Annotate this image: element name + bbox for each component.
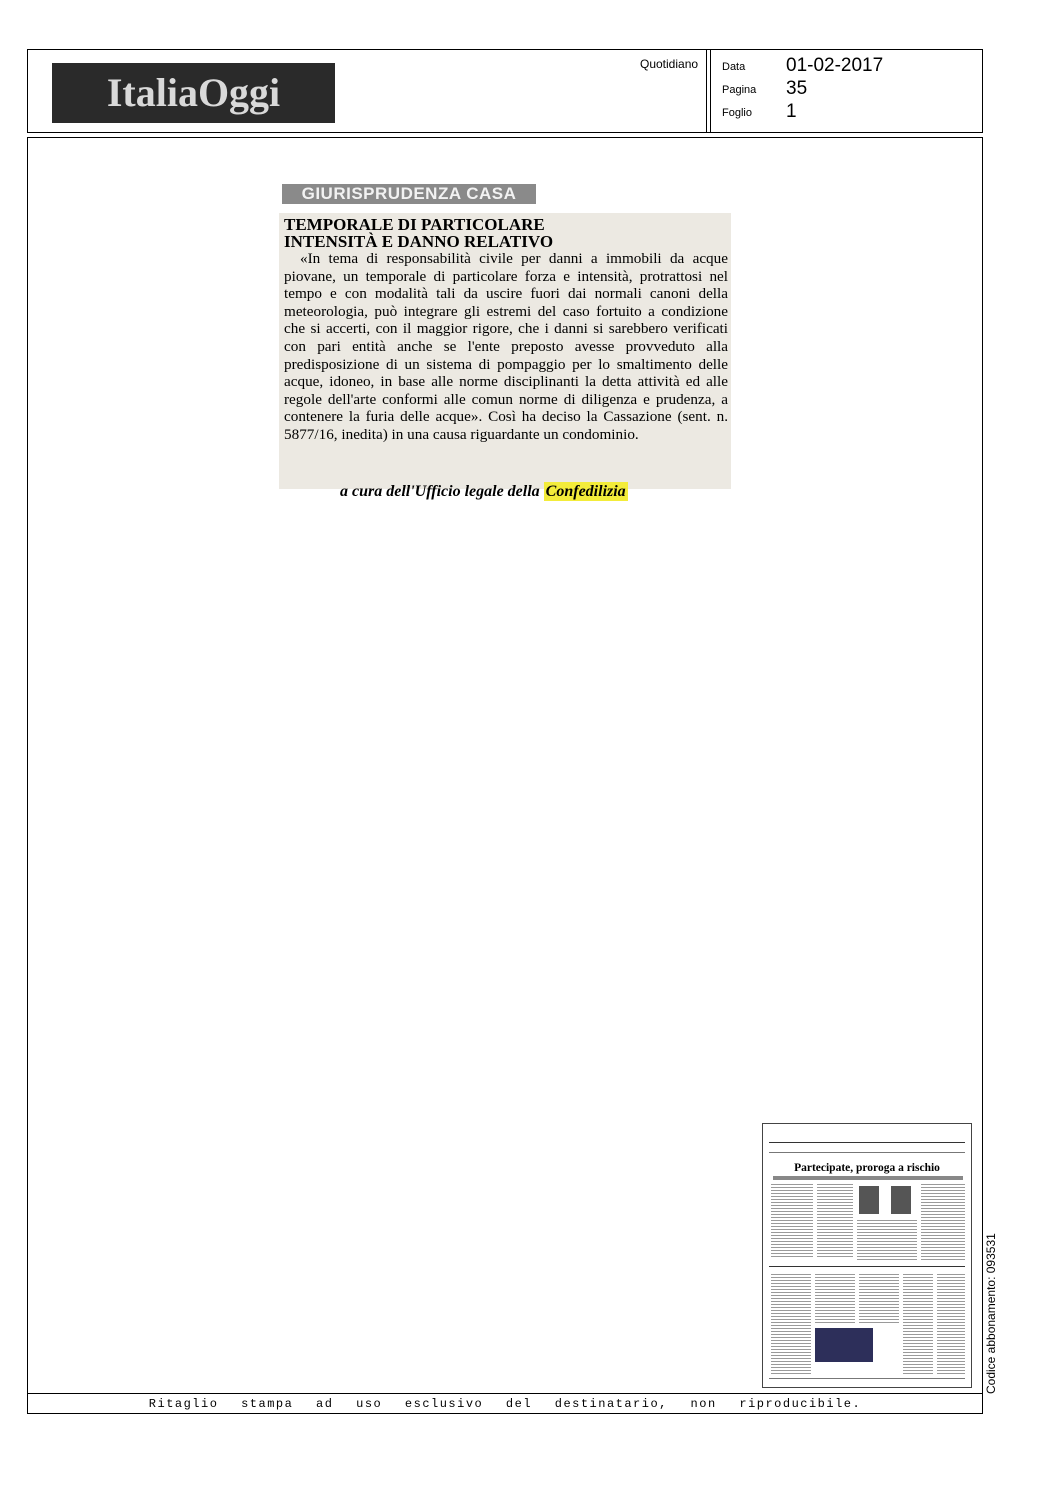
thumbnail-title: Partecipate, proroga a rischio [794, 1162, 940, 1174]
page-label: Pagina [722, 84, 757, 96]
thumbnail-column [771, 1184, 813, 1259]
thumbnail-column [937, 1274, 965, 1374]
logo-text: ItaliaOggi [106, 70, 281, 115]
thumbnail-rule [769, 1142, 965, 1143]
thumbnail-subtitle [773, 1176, 963, 1180]
thumbnail-rule [769, 1152, 965, 1153]
section-kicker [282, 184, 536, 204]
date-value: 01-02-2017 [786, 55, 884, 76]
date-label: Data [722, 61, 746, 73]
footer-rule [27, 1393, 983, 1394]
thumbnail-column [903, 1274, 933, 1374]
thumbnail-rule [769, 1378, 965, 1379]
article-body: «In tema di responsabilità civile per danni a immobili da acque piovane, un temporale di particolare forza e intensità, protrattosi nel tempo e con modalità tali da uscire fuori dai normali canoni della meteorologia, può integrare gli estremi del caso fortuito a condizione che si accerti, con il maggior rigore, che i danni si sarebbero verificati con pari entità anche se l'ente preposto avesse provveduto alla predisposizione di un sistema di pompaggio per lo smaltimento delle acque, idoneo, in base alle norme disciplinanti la detta attività ed alle regole dell'arte conformi alle comun norme di diligenza e prudenza, a contenere la furia delle acque». Così ha deciso la Cassazione (sent. n. 5877/16, inedita) in una causa riguardante un condominio. [284, 250, 728, 443]
byline-prefix: a cura dell'Ufficio legale della [340, 483, 540, 500]
publication-logo [52, 63, 335, 123]
article-headline [284, 216, 724, 250]
thumbnail-box [815, 1328, 873, 1362]
footer-disclaimer: Ritaglio stampa ad uso esclusivo del destinatario, non riproducibile. [148, 1397, 862, 1411]
thumbnail-photo [891, 1186, 911, 1214]
thumbnail-photo [859, 1186, 879, 1214]
thumbnail-rule [769, 1266, 965, 1267]
thumbnail-column [921, 1184, 965, 1260]
thumbnail-column [857, 1220, 917, 1260]
sheet-value: 1 [786, 101, 797, 122]
publication-type: Quotidiano [640, 57, 699, 71]
header-divider [706, 49, 707, 133]
header-divider [710, 49, 711, 133]
headline-line: TEMPORALE DI PARTICOLARE [284, 215, 545, 234]
section-title: GIURISPRUDENZA CASA [301, 184, 517, 203]
sheet-label: Foglio [722, 107, 752, 119]
headline-line: INTENSITÀ E DANNO RELATIVO [284, 232, 554, 251]
thumbnail-column [771, 1274, 811, 1374]
byline-organization: Confedilizia [545, 483, 626, 500]
page-thumbnail [762, 1123, 972, 1388]
thumbnail-column [815, 1274, 855, 1324]
thumbnail-column [817, 1184, 853, 1259]
subscription-code: Codice abbonamento: 093531 [984, 1233, 998, 1394]
article-byline [340, 483, 628, 501]
thumbnail-column [859, 1274, 899, 1324]
page-value: 35 [786, 78, 808, 99]
